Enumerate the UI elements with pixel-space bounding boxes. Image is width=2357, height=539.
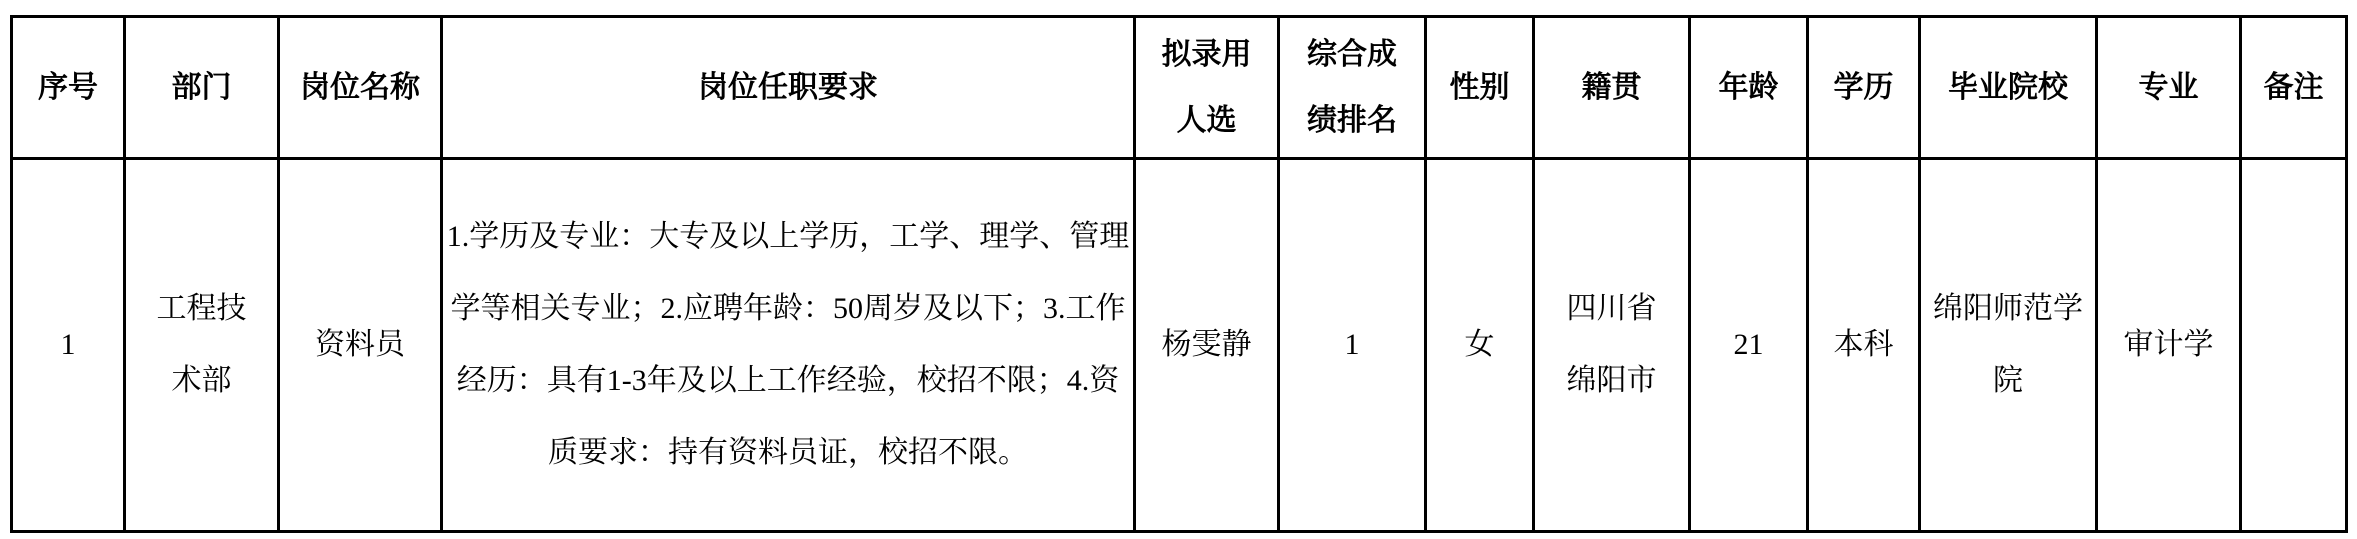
col-header-candidate bbox=[1135, 17, 1279, 159]
cell-rank bbox=[1279, 159, 1426, 532]
school-value: 绵阳师范学院 bbox=[1933, 292, 2083, 397]
col-header-remarks bbox=[2241, 17, 2347, 159]
col-header-age bbox=[1690, 17, 1808, 159]
education-value: 本科 bbox=[1833, 328, 1894, 361]
cell-remarks bbox=[2241, 159, 2347, 532]
col-header-rank bbox=[1279, 17, 1426, 159]
rank-value: 1 bbox=[1344, 328, 1360, 361]
cell-position bbox=[279, 159, 442, 532]
cell-age bbox=[1690, 159, 1808, 532]
col-header-gender-label: 性别 bbox=[1449, 70, 1510, 104]
col-header-department bbox=[125, 17, 279, 159]
cell-gender bbox=[1426, 159, 1534, 532]
department-value: 工程技术部 bbox=[156, 292, 247, 397]
col-header-rank-label: 综合成绩排名 bbox=[1307, 37, 1397, 137]
recruitment-roster-table bbox=[10, 15, 2348, 533]
col-header-requirements-label: 岗位任职要求 bbox=[698, 70, 878, 104]
col-header-department-label: 部门 bbox=[171, 70, 232, 104]
table-row bbox=[12, 159, 2347, 532]
col-header-major bbox=[2097, 17, 2241, 159]
col-header-major-label: 专业 bbox=[2138, 70, 2199, 104]
cell-education bbox=[1808, 159, 1920, 532]
seq-value: 1 bbox=[60, 328, 76, 361]
col-header-position bbox=[279, 17, 442, 159]
col-header-candidate-label: 拟录用人选 bbox=[1161, 37, 1252, 137]
age-value: 21 bbox=[1733, 328, 1764, 361]
cell-seq bbox=[12, 159, 125, 532]
cell-candidate bbox=[1135, 159, 1279, 532]
cell-major bbox=[2097, 159, 2241, 532]
major-value: 审计学 bbox=[2123, 328, 2214, 361]
cell-native-place bbox=[1534, 159, 1690, 532]
table-header-row bbox=[12, 17, 2347, 159]
col-header-education-label: 学历 bbox=[1833, 70, 1894, 104]
col-header-position-label: 岗位名称 bbox=[300, 70, 420, 104]
cell-requirements bbox=[442, 159, 1135, 532]
col-header-gender bbox=[1426, 17, 1534, 159]
cell-department bbox=[125, 159, 279, 532]
col-header-remarks-label: 备注 bbox=[2263, 70, 2324, 104]
cell-school bbox=[1920, 159, 2097, 532]
col-header-native-place-label: 籍贯 bbox=[1581, 70, 1642, 104]
col-header-education bbox=[1808, 17, 1920, 159]
position-value: 资料员 bbox=[315, 328, 405, 361]
col-header-requirements bbox=[442, 17, 1135, 159]
native-place-value: 四川省绵阳市 bbox=[1566, 292, 1657, 397]
col-header-seq bbox=[12, 17, 125, 159]
col-header-school-label: 毕业院校 bbox=[1948, 70, 2068, 104]
gender-value: 女 bbox=[1464, 328, 1495, 361]
candidate-value: 杨雯静 bbox=[1161, 328, 1252, 361]
col-header-native-place bbox=[1534, 17, 1690, 159]
col-header-school bbox=[1920, 17, 2097, 159]
col-header-age-label: 年龄 bbox=[1718, 70, 1779, 104]
requirements-value: 1.学历及专业：大专及以上学历，工学、理学、管理学等相关专业；2.应聘年龄：50周岁及以下；3.工作经历：具有1-3年及以上工作经验，校招不限；4.资质要求：持有资料员证，校招不限。 bbox=[446, 220, 1130, 469]
col-header-seq-label: 序号 bbox=[38, 70, 98, 104]
